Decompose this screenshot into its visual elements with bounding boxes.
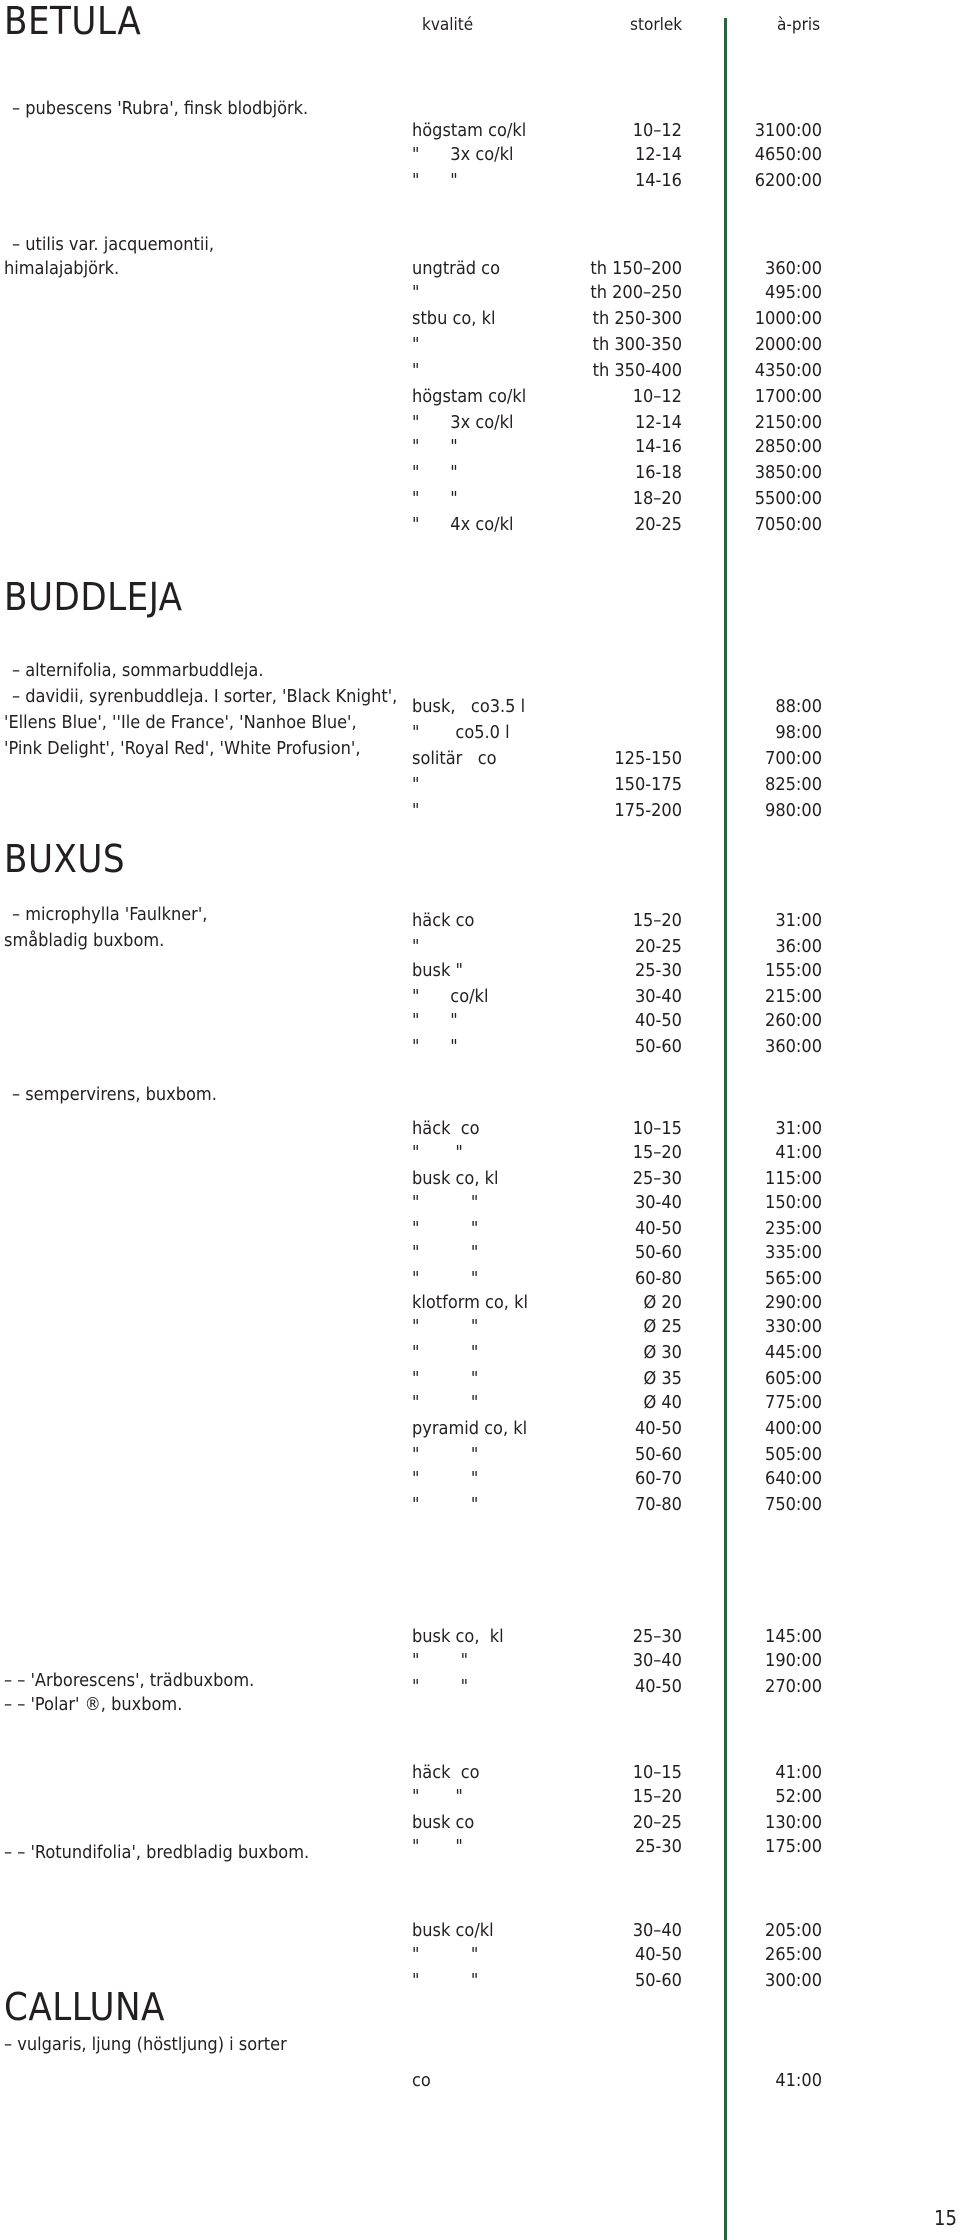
plant-description: – davidii, syrenbuddleja. I sorter, 'Black Knight', [12, 686, 398, 707]
plant-description: – pubescens 'Rubra', finsk blodbjörk. [12, 98, 309, 119]
row-price: 300:00 [765, 1970, 822, 1991]
row-quality: " " [412, 170, 458, 191]
row-price: 130:00 [765, 1812, 822, 1833]
row-quality: busk co [412, 1812, 475, 1833]
row-size: 70-80 [634, 1494, 682, 1515]
row-size: 15–20 [632, 910, 682, 931]
row-price: 215:00 [765, 986, 822, 1007]
row-price: 750:00 [765, 1494, 822, 1515]
plant-description: – – 'Polar' ®, buxbom. [4, 1694, 183, 1715]
row-size: 60-80 [634, 1268, 682, 1289]
row-price: 52:00 [775, 1786, 822, 1807]
row-price: 150:00 [765, 1192, 822, 1213]
row-price: 1700:00 [754, 386, 822, 407]
row-quality: " 3x co/kl [412, 412, 514, 433]
row-quality: häck co [412, 910, 475, 931]
row-quality: " " [412, 1142, 463, 1163]
row-price: 36:00 [775, 936, 822, 957]
plant-description: småbladig buxbom. [4, 930, 165, 951]
row-quality: co [412, 2070, 431, 2091]
row-size: 14-16 [634, 170, 682, 191]
row-size: 40-50 [634, 1218, 682, 1239]
row-size: 20–25 [632, 1812, 682, 1833]
section-title-betula: BETULA [4, 0, 142, 43]
row-price: 155:00 [765, 960, 822, 981]
row-size: 10–15 [632, 1118, 682, 1139]
row-price: 640:00 [765, 1468, 822, 1489]
row-quality: " " [412, 1268, 479, 1289]
row-quality: klotform co, kl [412, 1292, 528, 1313]
row-size: 25-30 [634, 1836, 682, 1857]
row-size: 40-50 [634, 1944, 682, 1965]
row-quality: pyramid co, kl [412, 1418, 528, 1439]
row-quality: " " [412, 1494, 479, 1515]
row-quality: " [412, 282, 420, 303]
row-size: 20-25 [634, 514, 682, 535]
row-price: 605:00 [765, 1368, 822, 1389]
row-price: 88:00 [775, 696, 822, 717]
plant-description: – – 'Arborescens', trädbuxbom. [4, 1670, 255, 1691]
row-size: 40-50 [634, 1010, 682, 1031]
row-size: 40-50 [634, 1418, 682, 1439]
row-price: 4650:00 [754, 144, 822, 165]
row-size: Ø 25 [643, 1316, 682, 1337]
row-size: 25–30 [632, 1168, 682, 1189]
row-quality: häck co [412, 1762, 480, 1783]
row-quality: " " [412, 1836, 463, 1857]
row-size: 10–15 [632, 1762, 682, 1783]
row-price: 31:00 [775, 1118, 822, 1139]
row-price: 2150:00 [754, 412, 822, 433]
row-quality: " [412, 800, 420, 821]
plant-description: – sempervirens, buxbom. [12, 1084, 217, 1105]
row-price: 360:00 [765, 1036, 822, 1057]
row-price: 335:00 [765, 1242, 822, 1263]
row-price: 400:00 [765, 1418, 822, 1439]
row-price: 505:00 [765, 1444, 822, 1465]
row-price: 41:00 [775, 1142, 822, 1163]
header-kvalite: kvalité [422, 15, 474, 35]
row-price: 31:00 [775, 910, 822, 931]
row-quality: busk " [412, 960, 463, 981]
row-size: 30-40 [634, 1192, 682, 1213]
row-size: 150-175 [614, 774, 682, 795]
row-quality: " " [412, 462, 458, 483]
plant-description: – vulgaris, ljung (höstljung) i sorter [4, 2034, 287, 2055]
row-size: 50-60 [634, 1242, 682, 1263]
header-apris: à-pris [777, 15, 821, 35]
row-quality: " " [412, 1036, 458, 1057]
row-size: Ø 35 [643, 1368, 682, 1389]
row-quality: " " [412, 1368, 479, 1389]
row-quality: " " [412, 1676, 469, 1697]
row-quality: " co5.0 l [412, 722, 510, 743]
row-quality: " " [412, 1650, 469, 1671]
row-quality: busk, co3.5 l [412, 696, 526, 717]
row-quality: busk co/kl [412, 1920, 494, 1941]
green-vertical-rule [724, 18, 727, 2240]
row-quality: " " [412, 1944, 479, 1965]
row-size: 16-18 [634, 462, 682, 483]
row-price: 3850:00 [754, 462, 822, 483]
row-price: 565:00 [765, 1268, 822, 1289]
row-size: 10–12 [632, 386, 682, 407]
row-size: 30-40 [634, 986, 682, 1007]
row-price: 41:00 [775, 2070, 822, 2091]
row-quality: " " [412, 1468, 479, 1489]
row-quality: " " [412, 1242, 479, 1263]
row-size: th 200–250 [590, 282, 682, 303]
row-size: th 150–200 [590, 258, 682, 279]
section-title-calluna: CALLUNA [4, 1985, 165, 2029]
section-title-buddleja: BUDDLEJA [4, 575, 183, 619]
plant-description: – utilis var. jacquemontii, [12, 234, 214, 255]
row-size: 30–40 [632, 1920, 682, 1941]
row-price: 145:00 [765, 1626, 822, 1647]
row-price: 4350:00 [754, 360, 822, 381]
row-price: 98:00 [775, 722, 822, 743]
row-price: 235:00 [765, 1218, 822, 1239]
row-quality: häck co [412, 1118, 480, 1139]
row-price: 445:00 [765, 1342, 822, 1363]
row-price: 495:00 [765, 282, 822, 303]
row-size: 12-14 [634, 412, 682, 433]
row-quality: ungträd co [412, 258, 500, 279]
row-quality: " " [412, 1316, 479, 1337]
section-title-buxus: BUXUS [4, 837, 126, 881]
plant-description: 'Ellens Blue', ''Ile de France', 'Nanhoe Blue', [4, 712, 357, 733]
row-size: 50-60 [634, 1444, 682, 1465]
row-size: 25–30 [632, 1626, 682, 1647]
row-size: Ø 30 [643, 1342, 682, 1363]
plant-description: – – 'Rotundifolia', bredbladig buxbom. [4, 1842, 310, 1863]
row-price: 330:00 [765, 1316, 822, 1337]
row-price: 700:00 [765, 748, 822, 769]
row-price: 205:00 [765, 1920, 822, 1941]
row-size: Ø 20 [643, 1292, 682, 1313]
row-price: 980:00 [765, 800, 822, 821]
row-size: 50-60 [634, 1970, 682, 1991]
plant-description: himalajabjörk. [4, 258, 120, 279]
row-quality: " " [412, 1342, 479, 1363]
row-price: 6200:00 [754, 170, 822, 191]
row-quality: busk co, kl [412, 1626, 504, 1647]
row-size: th 350-400 [592, 360, 682, 381]
row-quality: " " [412, 488, 458, 509]
row-size: 15–20 [632, 1142, 682, 1163]
row-size: 60-70 [634, 1468, 682, 1489]
row-price: 41:00 [775, 1762, 822, 1783]
row-price: 190:00 [765, 1650, 822, 1671]
row-quality: " " [412, 1192, 479, 1213]
row-price: 260:00 [765, 1010, 822, 1031]
plant-description: – microphylla 'Faulkner', [12, 904, 208, 925]
row-price: 270:00 [765, 1676, 822, 1697]
row-quality: högstam co/kl [412, 386, 527, 407]
row-quality: " " [412, 1786, 463, 1807]
row-quality: " [412, 334, 420, 355]
row-size: th 300-350 [592, 334, 682, 355]
row-price: 290:00 [765, 1292, 822, 1313]
row-quality: högstam co/kl [412, 120, 527, 141]
row-size: 14-16 [634, 436, 682, 457]
row-size: 20-25 [634, 936, 682, 957]
row-quality: " [412, 936, 420, 957]
row-quality: " " [412, 1010, 458, 1031]
row-price: 265:00 [765, 1944, 822, 1965]
row-size: 25-30 [634, 960, 682, 981]
plant-description: – alternifolia, sommarbuddleja. [12, 660, 264, 681]
row-quality: " 3x co/kl [412, 144, 514, 165]
row-quality: " [412, 360, 420, 381]
row-size: 50-60 [634, 1036, 682, 1057]
row-quality: " " [412, 436, 458, 457]
row-price: 2000:00 [754, 334, 822, 355]
row-quality: " [412, 774, 420, 795]
row-price: 2850:00 [754, 436, 822, 457]
row-size: 18–20 [632, 488, 682, 509]
page-number: 15 [934, 2206, 957, 2230]
row-price: 775:00 [765, 1392, 822, 1413]
row-price: 360:00 [765, 258, 822, 279]
row-size: 40-50 [634, 1676, 682, 1697]
row-size: 175-200 [614, 800, 682, 821]
header-storlek: storlek [630, 15, 683, 35]
plant-description: 'Pink Delight', 'Royal Red', 'White Profusion', [4, 738, 361, 759]
row-size: 125-150 [614, 748, 682, 769]
row-price: 825:00 [765, 774, 822, 795]
row-quality: stbu co, kl [412, 308, 496, 329]
row-quality: " " [412, 1218, 479, 1239]
row-quality: busk co, kl [412, 1168, 499, 1189]
row-quality: " 4x co/kl [412, 514, 514, 535]
row-price: 3100:00 [754, 120, 822, 141]
row-quality: " " [412, 1444, 479, 1465]
row-size: 15–20 [632, 1786, 682, 1807]
row-price: 175:00 [765, 1836, 822, 1857]
row-price: 115:00 [765, 1168, 822, 1189]
row-price: 7050:00 [754, 514, 822, 535]
row-size: Ø 40 [643, 1392, 682, 1413]
row-size: th 250-300 [592, 308, 682, 329]
row-quality: " " [412, 1970, 479, 1991]
row-quality: solitär co [412, 748, 497, 769]
row-quality: " " [412, 1392, 479, 1413]
row-price: 1000:00 [754, 308, 822, 329]
row-quality: " co/kl [412, 986, 489, 1007]
row-size: 12-14 [634, 144, 682, 165]
row-price: 5500:00 [754, 488, 822, 509]
row-size: 30–40 [632, 1650, 682, 1671]
row-size: 10–12 [632, 120, 682, 141]
